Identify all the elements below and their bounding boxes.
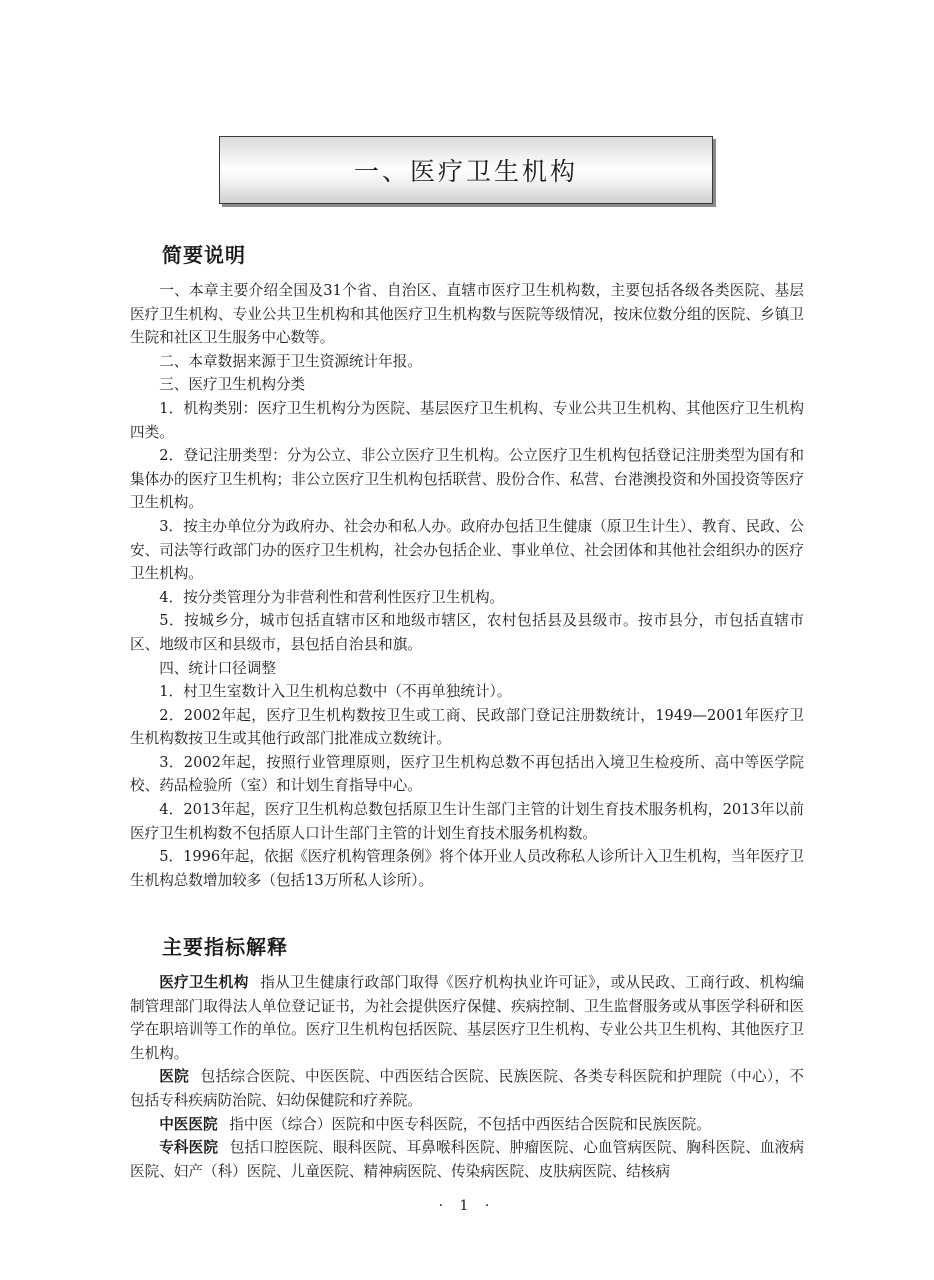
- summary-paragraph: 3．按主办单位分为政府办、社会办和私人办。政府办包括卫生健康（原卫生计生）、教育、民政、公安、司法等行政部门办的医疗卫生机构，社会办包括企业、事业单位、社会团体和其他社会组织办的医疗卫生机构。: [130, 517, 804, 583]
- indicator-text: 包括口腔医院、眼科医院、耳鼻喉科医院、肿瘤医院、心血管病医院、胸科医院、血液病医院、妇产（科）医院、儿童医院、精神病医院、传染病医院、皮肤病医院、结核病: [130, 1139, 804, 1180]
- indicator-definition: [130, 1113, 804, 1137]
- indicator-term: 医疗卫生机构: [159, 974, 249, 991]
- indicator-definition: [130, 1065, 804, 1112]
- summary-paragraph: 1．机构类别：医疗卫生机构分为医院、基层医疗卫生机构、专业公共卫生机构、其他医疗卫生机构四类。: [130, 399, 804, 441]
- summary-paragraph: 5．按城乡分，城市包括直辖市区和地级市辖区，农村包括县及县级市。按市县分，市包括直辖市区、地级市区和县级市，县包括自治县和旗。: [130, 612, 804, 653]
- summary-paragraph: 二、本章数据来源于卫生资源统计年报。: [159, 352, 422, 370]
- indicators-heading: 主要指标解释: [162, 935, 288, 959]
- page-number: · 1 ·: [438, 1198, 496, 1214]
- summary-paragraph: 2．2002年起，医疗卫生机构数按卫生或工商、民政部门登记注册数统计，1949—2001年医疗卫生机构数按卫生或其他行政部门批准成立数统计。: [130, 706, 804, 748]
- summary-paragraph: 4．按分类管理分为非营利性和营利性医疗卫生机构。: [159, 588, 505, 606]
- indicator-text: 包括综合医院、中医医院、中西医结合医院、民族医院、各类专科医院和护理院（中心），不包括专科疾病防治院、妇幼保健院和疗养院。: [130, 1068, 804, 1109]
- chapter-banner: [219, 136, 713, 204]
- summary-paragraph: 4．2013年起，医疗卫生机构总数包括原卫生计生部门主管的计划生育技术服务机构，2013年以前医疗卫生机构数不包括原人口计生部门主管的计划生育技术服务机构数。: [130, 801, 804, 842]
- summary-paragraph: 3．2002年起，按照行业管理原则，医疗卫生机构总数不再包括出入境卫生检疫所、高中等医学院校、药品检验所（室）和计划生育指导中心。: [130, 753, 804, 795]
- indicator-term: 医院: [159, 1068, 189, 1086]
- indicator-definition: [130, 1136, 804, 1183]
- summary-heading: 简要说明: [162, 243, 246, 267]
- summary-paragraph: 一、本章主要介绍全国及31个省、自治区、直辖市医疗卫生机构数，主要包括各级各类医院、基层医疗卫生机构、专业公共卫生机构和其他医疗卫生机构数与医院等级情况，按床位数分组的医院、乡镇卫生院和社区卫生服务中心数等。: [130, 282, 804, 347]
- indicator-text: 指从卫生健康行政部门取得《医疗机构执业许可证》，或从民政、工商行政、机构编制管理部门取得法人单位登记证书，为社会提供医疗保健、疾病控制、卫生监督服务或从事医学科研和医学在职培训等工作的单位。医疗卫生机构包括医院、基层医疗卫生机构、专业公共卫生机构、其他医疗卫生机构。: [130, 974, 804, 1062]
- indicator-term: 中医医院: [159, 1115, 218, 1133]
- indicator-term: 专科医院: [159, 1139, 219, 1157]
- summary-paragraph: 1．村卫生室数计入卫生机构总数中（不再单独统计）。: [159, 683, 512, 701]
- summary-paragraph: 5．1996年起，依据《医疗机构管理条例》将个体开业人员改称私人诊所计入卫生机构，当年医疗卫生机构总数增加较多（包括13万所私人诊所）。: [130, 848, 804, 889]
- summary-paragraph: 四、统计口径调整: [159, 659, 276, 677]
- summary-section: [130, 240, 804, 892]
- indicator-text: 指中医（综合）医院和中医专科医院，不包括中西医结合医院和民族医院。: [229, 1115, 711, 1133]
- chapter-title: 一、医疗卫生机构: [353, 157, 578, 186]
- indicators-section: [130, 932, 804, 1183]
- summary-paragraph: 三、医疗卫生机构分类: [159, 376, 306, 394]
- indicator-definition: [130, 971, 804, 1065]
- summary-paragraph: 2．登记注册类型：分为公立、非公立医疗卫生机构。公立医疗卫生机构包括登记注册类型为国有和集体办的医疗卫生机构；非公立医疗卫生机构包括联营、股份合作、私营、台港澳投资和外国投资等医疗卫生机构。: [130, 447, 804, 512]
